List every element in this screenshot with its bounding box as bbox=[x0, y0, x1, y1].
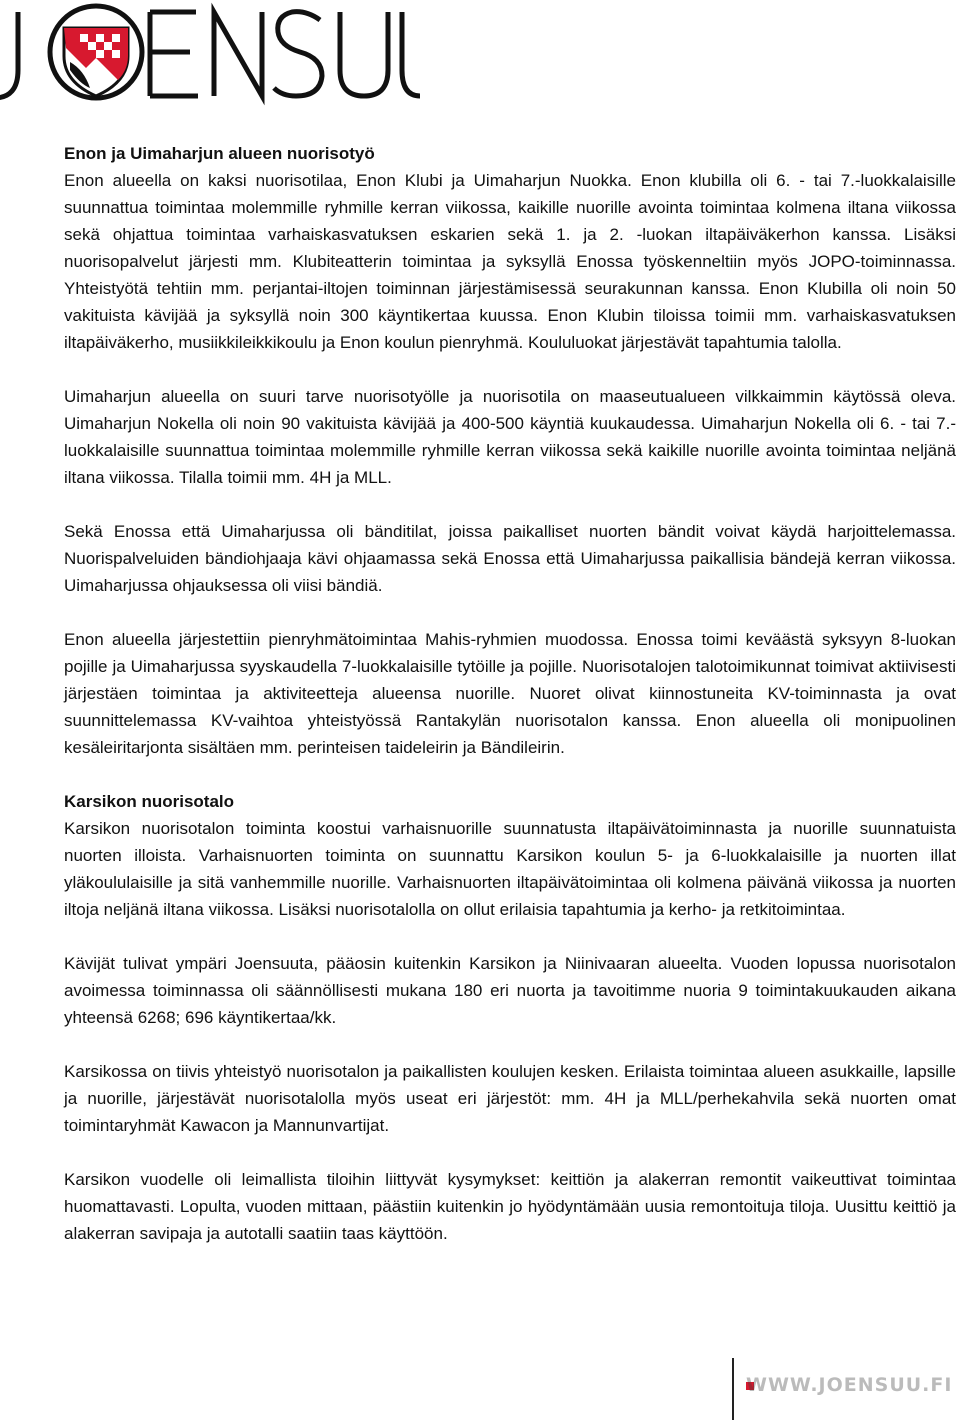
footer-divider bbox=[732, 1358, 734, 1420]
paragraph: Enon alueella järjestettiin pienryhmätoimintaa Mahis-ryhmien muodossa. Enossa toimi keväästä syksyyn 8-luokan pojille ja Uimaharjussa syyskaudella 7-luokkalaisille tytöille ja pojille. Nuorisotalojen talotoimikunnat toimivat aktiivisesti järjestäen toimintaa ja aktiviteetteja alueensa nuorille. Nuoret olivat kiinnostuneita KV-toiminnasta ja ovat suunnittelemassa KV-vaihtoa yhteistyössä Rantakylän nuorisotalon kanssa. Enon alueella oli monipuolinen kesäleiritarjonta sisältäen mm. perinteisen taideleirin ja Bändileirin. bbox=[64, 630, 956, 757]
section-heading: Karsikon nuorisotalo bbox=[64, 792, 235, 811]
section-heading: Enon ja Uimaharjun alueen nuorisotyö bbox=[64, 144, 375, 163]
paragraph: Karsikossa on tiivis yhteistyö nuorisotalon ja paikallisten koulujen kesken. Erilaista toimintaa alueen asukkaille, lapsille ja nuorille, järjestävät nuorisotalolla myös useat eri järjestöt: mm. 4H ja MLL/perhekahvila sekä nuorten omat toimintaryhmät Kawacon ja Mannunvartijat. bbox=[64, 1062, 956, 1135]
paragraph: Enon alueella on kaksi nuorisotilaa, Enon Klubi ja Uimaharjun Nuokka. Enon klubilla oli 6. - tai 7.-luokkalaisille suunnattua toimintaa molemmille ryhmille kerran viikossa, kaikille nuorille avointa toimintaa kolmena iltana viikossa sekä ohjattua toimintaa varhaiskasvatuksen eskarien sekä 1. ja 2. -luokan iltapäiväkerhon kanssa. Lisäksi nuorisopalvelut järjesti mm. Klubiteatterin toimintaa ja syksyllä Enossa työskenneltiin myös JOPO-toiminnassa. Yhteistyötä tehtiin mm. perjantai-iltojen toiminnan järjestämisessä seurakunnan kanssa. Enon Klubilla oli noin 50 vakituista kävijää ja syksyllä noin 300 käyntikertaa kuussa. Enon Klubin tiloissa toimii mm. varhaiskasvatuksen iltapäiväkerho, musiikkileikkikoulu ja Enon koulun pienryhmä. Koululuokat järjestävät tapahtumia talolla. bbox=[64, 171, 956, 352]
paragraph: Karsikon vuodelle oli leimallista tiloihin liittyvät kysymykset: keittiön ja alakerran remontit vaikeuttivat toimintaa huomattavasti. Lopulta, vuoden mittaan, päästiin kuitenkin jo hyödyntämään uusia remontoituja tiloja. Uusittu keittiö ja alakerran savipaja ja autotalli saatiin taas käyttöön. bbox=[64, 1170, 956, 1243]
footer-url: WWW.JOENSUU.FI bbox=[746, 1374, 953, 1396]
joensuu-logo bbox=[0, 0, 430, 110]
joensuu-logo-graphic bbox=[0, 0, 430, 110]
paragraph: Uimaharjun alueella on suuri tarve nuorisotyölle ja nuorisotila on maaseutualueen vilkkaimmin käytössä oleva. Uimaharjun Nokella oli noin 90 vakituista kävijää ja 400-500 käyntiä kuukaudessa. Uimaharjun Nokella oli 6. - tai 7.-luokkalaisille suunnattua toimintaa molemmille ryhmille kerran viikossa sekä kaikille nuorille avointa toimintaa neljänä iltana viikossa. Tilalla toimii mm. 4H ja MLL. bbox=[64, 387, 956, 487]
paragraph: Kävijät tulivat ympäri Joensuuta, pääosin kuitenkin Karsikon ja Niinivaaran alueelta. Vuoden lopussa nuorisotalon avoimessa toiminnassa oli säännöllisesti mukana 180 eri nuorta ja tavoitimme nuoria 9 toimintakuukauden aikana yhteensä 6268; 696 käyntikertaa/kk. bbox=[64, 954, 956, 1027]
footer-watermark bbox=[732, 1358, 960, 1420]
coat-of-arms-icon bbox=[64, 28, 128, 96]
section-karsikko bbox=[64, 788, 956, 1247]
document-body bbox=[64, 140, 956, 1274]
paragraph: Karsikon nuorisotalon toiminta koostui varhaisnuorille suunnatusta iltapäivätoiminnasta ja nuorille suunnatuista nuorten illoista. Varhaisnuorten toiminta on suunnattu Karsikon koulun 5- ja 6-luokkalaisille ja nuorten illat yläkoululaisille ja sitä vanhemmille nuorille. Varhaisnuorten iltapäivätoimintaa oli kolmena päivänä viikossa ja nuorten iltoja neljänä iltana viikossa. Lisäksi nuorisotalolla on ollut erilaisia tapahtumia ja kerho- ja retkitoimintaa. bbox=[64, 819, 956, 919]
paragraph: Sekä Enossa että Uimaharjussa oli bänditilat, joissa paikalliset nuorten bändit voivat käydä harjoittelemassa. Nuorispalveluiden bändiohjaaja kävi ohjaamassa sekä Enossa että Uimaharjussa paikallisia bändejä kerran viikossa. Uimaharjussa ohjauksessa oli viisi bändiä. bbox=[64, 522, 956, 595]
section-eno-uimaharju bbox=[64, 140, 956, 761]
